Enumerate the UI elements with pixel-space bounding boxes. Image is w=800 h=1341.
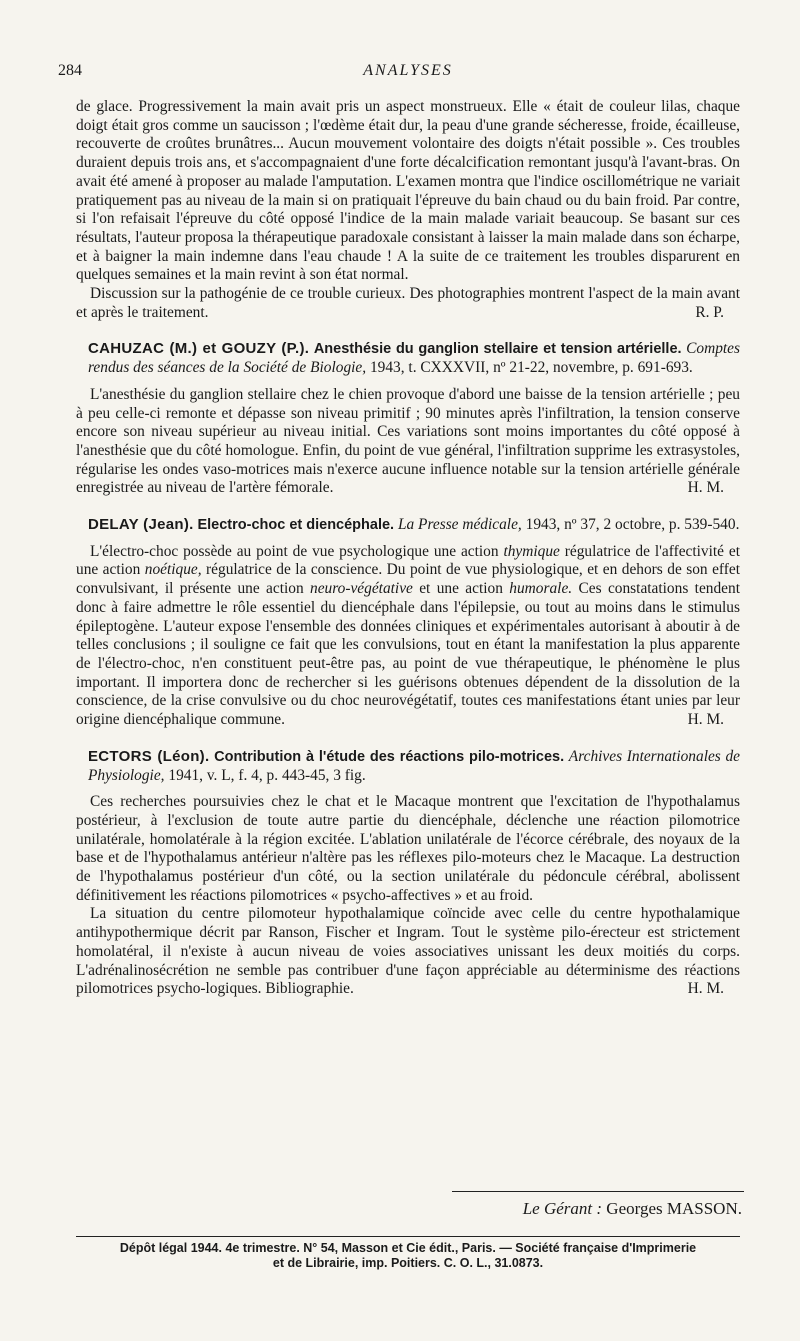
imprint-line: Dépôt légal 1944. 4e trimestre. N° 54, Masson et Cie édit., Paris. — Société française d'Imprimerie xyxy=(119,1241,697,1255)
abstract-entry xyxy=(76,748,740,999)
entry-source: Comptes rendus des séances de la Société de Biologie, xyxy=(88,340,740,377)
body-text: régulatrice de l'affectivité et une action xyxy=(76,542,740,579)
entry-authors: CAHUZAC (M.) et GOUZY (P.). xyxy=(88,340,310,358)
entry-body-text: L'anesthésie du ganglion stellaire chez le chien provoque d'abord une baisse de la tension artérielle ; peu à peu celle-ci remonte et dépasse son niveau primitif ; 90 minutes après l'infiltration, la tension conserve encore son niveau supérieur au niveau initial. Ces variations sont moins importantes du côté opposé à l'anesthésie que du côté homologue. Enfin, du point de vue général, l'infiltration supprime les extrasystoles, régularise les ondes vaso-motrices mais n'exerce aucune influence notable sur la tension artérielle générale enregistrée au niveau de l'artère fémorale. xyxy=(76,385,740,497)
entry-body xyxy=(76,905,740,999)
footer-rule xyxy=(76,1236,740,1237)
entry-authors: DELAY (Jean). xyxy=(88,516,194,534)
entry-title: Electro-choc et diencéphale. xyxy=(197,517,395,534)
entry-body: Ces recherches poursuivies chez le chat et le Macaque montrent que l'excitation de l'hypothalamus postérieur, à l'exclusion de toute autre partie du diencéphale, déclenche une réaction pilomotrice unilatérale, homolatérale à la région excitée. L'ablation unilatérale de l'écorce cérébrale, des noyaux de la base et de l'hypothalamus antérieur n'altère pas les réflexes pilo-moteurs chez le Macaque. La destruction de l'hypothalamus postérieur d'un côté, ou la section unilatérale du pédoncule cérébral, abolissent définitivement les réactions pilomotrices « psycho-affectives » et au froid. xyxy=(76,793,740,904)
entry-body-text: La situation du centre pilomoteur hypothalamique coïncide avec celle du centre hypothalamique antihypothermique décrit par Ranson, Fischer et Ingram. Tout le système pilo-érecteur est strictement homolatéral, il n'existe à aucun niveau de voies associatives unissant les deux moitiés du corps. L'adrénalinosécrétion ne semble pas contribuer d'une façon appréciable au déterminisme des réactions pilomotrices psycho-logiques. Bibliographie. xyxy=(76,905,740,998)
signature: R. P. xyxy=(695,303,724,321)
entry-body xyxy=(76,543,740,730)
page-content xyxy=(76,98,740,999)
signature: H. M. xyxy=(687,479,724,497)
entry-authors: ECTORS (Léon). xyxy=(88,747,210,765)
entry-title: Anesthésie du ganglion stellaire et tension artérielle. xyxy=(313,341,682,358)
body-text: régulatrice de la conscience. Du point de vue physiologique, et en dehors de son effet convulsivant, il présente une action xyxy=(76,561,740,598)
entry-citation: 1943, t. CXXXVII, nº 21-22, novembre, p. 691-693. xyxy=(369,359,693,377)
gerant-rule xyxy=(452,1191,744,1192)
entry-citation: 1941, v. L, f. 4, p. 443-45, 3 fig. xyxy=(168,766,366,784)
discussion-text: Discussion sur la pathogénie de ce trouble curieux. Des photographies montrent l'aspect de la main avant et après le traitement. xyxy=(76,285,740,321)
entry-body xyxy=(76,386,740,498)
continuation-discussion xyxy=(76,285,740,322)
body-text: L'électro-choc possède au point de vue psychologique une action xyxy=(90,542,504,560)
page-number: 284 xyxy=(58,62,82,79)
entry-citation: 1943, nº 37, 2 octobre, p. 539-540. xyxy=(525,516,740,534)
continuation-paragraph: de glace. Progressivement la main avait pris un aspect monstrueux. Elle « était de couleur lilas, chaque doigt était gros comme un saucisson ; l'œdème était dur, la peau d'une grande sécheresse, froide, écailleuse, recouverte de croûtes brunâtres... Aucun mouvement volontaire des doigts n'était possible ». Ces troubles duraient depuis trois ans, et s'accompagnaient d'une forte décalcification remontant jusqu'à l'avant-bras. On avait été amené à proposer au malade l'amputation. L'examen montra que l'indice oscillométrique ne variait pratiquement pas au niveau de la main si on pratiquait l'épreuve du bain chaud ou du bain froid. Par contre, si l'on refaisait l'épreuve du côté opposé l'indice de la main malade variait beaucoup. Se basant sur ces résultats, l'auteur proposa la thérapeutique paradoxale consistant à laisser la main malade dans son écharpe, et à baigner la main indemne dans l'eau chaude ! A la suite de ce traitement les troubles disparurent en quelques semaines et la main revint à son état normal. xyxy=(76,98,740,284)
entry-title: Contribution à l'étude des réactions pilo-motrices. xyxy=(214,748,565,765)
entry-source: Archives Internationales de Physiologie, xyxy=(88,747,740,784)
body-text: et une action xyxy=(412,580,510,598)
signature: H. M. xyxy=(687,980,724,998)
body-italic-term: humorale. xyxy=(509,580,573,598)
abstract-entry xyxy=(76,516,740,730)
abstract-entry xyxy=(76,340,740,498)
entry-heading xyxy=(76,748,740,785)
imprint-footer xyxy=(76,1241,740,1271)
body-italic-term: thymique xyxy=(503,542,560,560)
entry-heading xyxy=(76,516,740,535)
signature: H. M. xyxy=(687,711,724,729)
running-title: ANALYSES xyxy=(363,62,453,79)
imprint-line: et de Librairie, imp. Poitiers. C. O. L., 31.0873. xyxy=(272,1256,544,1270)
body-text: Ces constatations tendent donc à faire admettre le rôle essentiel du diencéphale dans l'épilepsie, ou tout au moins dans le stimulus épileptogène. L'auteur expose l'ensemble des données cliniques et expérimentales autorisant à aboutir à de telles conclusions ; il souligne ce fait que les convulsions, tout en étant la manifestation la plus apparente de l'électro-choc, n'en constituent peut-être pas, au point de vue thérapeutique, le phénomène le plus important. Il importera donc de rechercher si les guérisons obtenues dépendent de la dissolution de la conscience, de la crise convulsive ou du choc neurovégétatif, toutes ces manifestations étant unies par leur origine diencéphalique commune. xyxy=(76,580,740,729)
gerant-name: Georges MASSON. xyxy=(606,1199,742,1218)
entry-source: La Presse médicale, xyxy=(397,516,522,534)
body-italic-term: neuro-végétative xyxy=(310,580,413,598)
gerant-label: Le Gérant : xyxy=(522,1199,603,1218)
gerant-line xyxy=(452,1199,742,1219)
body-italic-term: noétique, xyxy=(144,561,202,579)
entry-heading xyxy=(76,340,740,377)
page-header xyxy=(58,62,758,86)
